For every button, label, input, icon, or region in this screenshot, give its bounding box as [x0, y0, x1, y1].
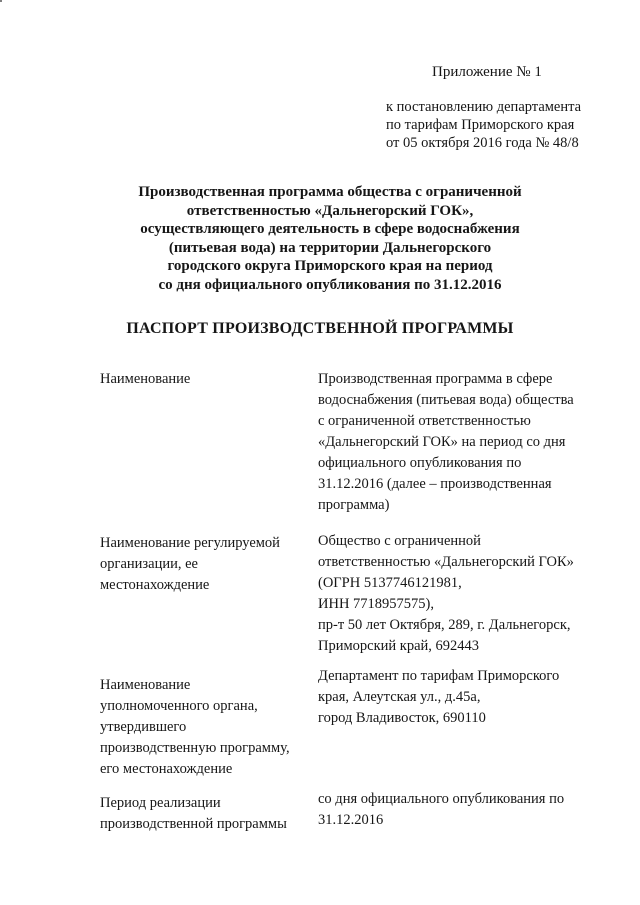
- row-label-authority: Наименование уполномоченного органа, утвердившего производственную программу, его местонахождение: [100, 677, 290, 777]
- row-value-period: со дня официального опубликования по 31.12.2016: [318, 791, 565, 828]
- scan-speck: [0, 0, 2, 2]
- row-value-authority: Департамент по тарифам Приморского края, Алеутская ул., д.45а, город Владивосток, 690110: [318, 668, 560, 726]
- row-label-name: Наименование: [100, 371, 191, 387]
- row-value-organization: Общество с ограниченной ответственностью «Дальнегорский ГОК» (ОГРН 5137746121981, ИНН 7718957575), пр-т 50 лет Октября, 289, г. Дальнегорск, Приморский край, 692443: [318, 533, 574, 654]
- row-label-period: Период реализации производственной программы: [100, 795, 287, 832]
- appendix-reference: к постановлению департамента по тарифам Приморского края от 05 октября 2016 года № 48/8: [386, 99, 582, 151]
- appendix-title: Приложение № 1: [432, 64, 542, 80]
- row-label-organization: Наименование регулируемой организации, ее местонахождение: [100, 535, 280, 593]
- passport-title: ПАСПОРТ ПРОИЗВОДСТВЕННОЙ ПРОГРАММЫ: [126, 320, 514, 337]
- row-value-name: Производственная программа в сфере водоснабжения (питьевая вода) общества с ограниченной ответственностью «Дальнегорский ГОК» на период со дня официального опубликования по 31.12.2016 (далее – производственная программа): [318, 371, 574, 513]
- document-title: Производственная программа общества с ограниченной ответственностью «Дальнегорский ГОК», осуществляющего деятельность в сфере водоснабжения (питьевая вода) на территории Дальнегорского городского округа Приморского края на период со дня официального опубликования по 31.12.2016: [138, 184, 522, 293]
